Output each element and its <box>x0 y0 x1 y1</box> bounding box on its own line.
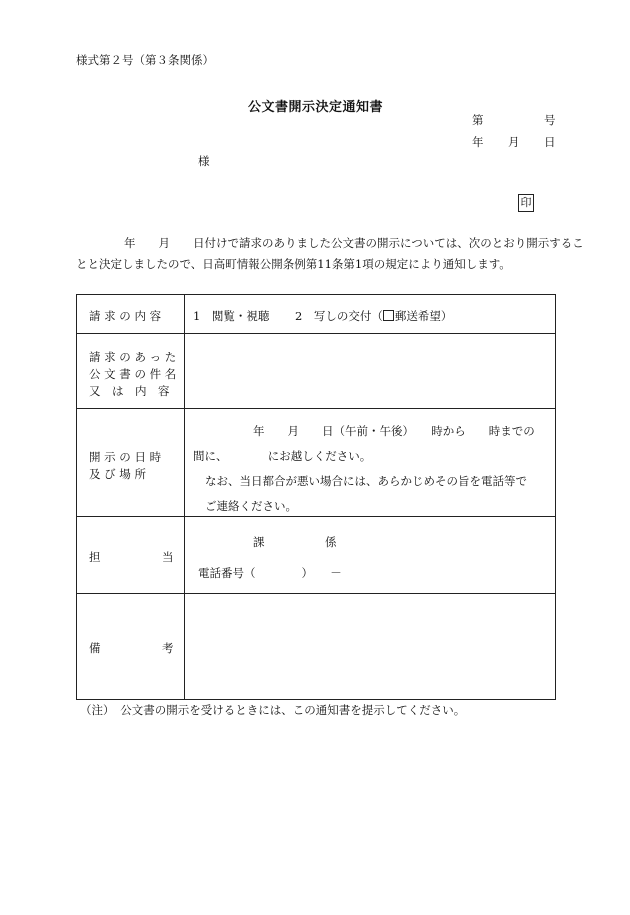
label-remarks-right: 考 <box>162 641 174 655</box>
label-datetime <box>77 409 185 517</box>
label-remarks <box>77 594 185 700</box>
label-remarks-left: 備 <box>89 641 101 655</box>
remarks-value[interactable] <box>185 594 556 700</box>
label-request-text: 請 求 の 内 容 <box>89 309 162 323</box>
datetime-line-4: ご連絡ください。 <box>205 499 297 513</box>
row-request <box>77 295 556 334</box>
date-day: 日 <box>544 135 556 149</box>
datetime-line-3: なお、当日都合が悪い場合には、あらかじめその旨を電話等で <box>205 474 527 488</box>
row-remarks <box>77 594 556 700</box>
notice-table <box>76 294 556 700</box>
footnote: （注） 公文書の開示を受けるときには、この通知書を提示してください。 <box>80 703 466 717</box>
date-year: 年 <box>472 135 484 149</box>
label-contact-right: 当 <box>162 550 174 564</box>
form-number: 様式第２号（第３条関係） <box>76 53 214 67</box>
row-datetime <box>77 409 556 517</box>
datetime-line-2: 間に、 にお越しください。 <box>193 449 372 463</box>
label-document-line-2: 公 文 書 の 件 名 <box>89 367 177 381</box>
option-copy-text: 2 写しの交付（ <box>295 309 383 323</box>
contact-kakari: 係 <box>325 535 337 549</box>
label-datetime-line-1: 開 示 の 日 時 <box>89 450 162 464</box>
row-document <box>77 334 556 409</box>
request-options <box>185 295 556 334</box>
doc-number-go: 号 <box>544 113 556 127</box>
datetime-line-1: 年 月 日（午前・午後） 時から 時までの <box>253 424 535 438</box>
option-mail-text: 郵送希望） <box>394 309 453 323</box>
option-copy <box>295 308 452 324</box>
document-title: 公文書開示決定通知書 <box>248 100 384 115</box>
label-document <box>77 334 185 409</box>
seal-mark: 印 <box>518 194 534 212</box>
label-request <box>77 295 185 334</box>
label-contact <box>77 517 185 594</box>
datetime-value <box>185 409 556 517</box>
label-datetime-line-2: 及 び 場 所 <box>89 467 146 481</box>
contact-value <box>185 517 556 594</box>
intro-line-2: とと決定しましたので、日高町情報公開条例第11条第1項の規定により通知します。 <box>76 257 511 271</box>
intro-line-1: 年 月 日付けで請求のありました公文書の開示については、次のとおり開示するこ <box>124 236 584 250</box>
label-document-line-3: 又 は 内 容 <box>89 384 170 398</box>
row-contact <box>77 517 556 594</box>
contact-phone: 電話番号（ ） － <box>198 566 342 580</box>
contact-ka: 課 <box>253 535 265 549</box>
label-contact-left: 担 <box>89 550 101 564</box>
addressee-suffix: 様 <box>198 154 210 168</box>
mail-checkbox[interactable] <box>383 310 394 321</box>
option-view: 1 閲覧・視聴 <box>193 309 270 323</box>
label-document-line-1: 請 求 の あ っ た <box>89 350 177 364</box>
doc-number-dai: 第 <box>472 113 484 127</box>
date-month: 月 <box>508 135 520 149</box>
document-value[interactable] <box>185 334 556 409</box>
